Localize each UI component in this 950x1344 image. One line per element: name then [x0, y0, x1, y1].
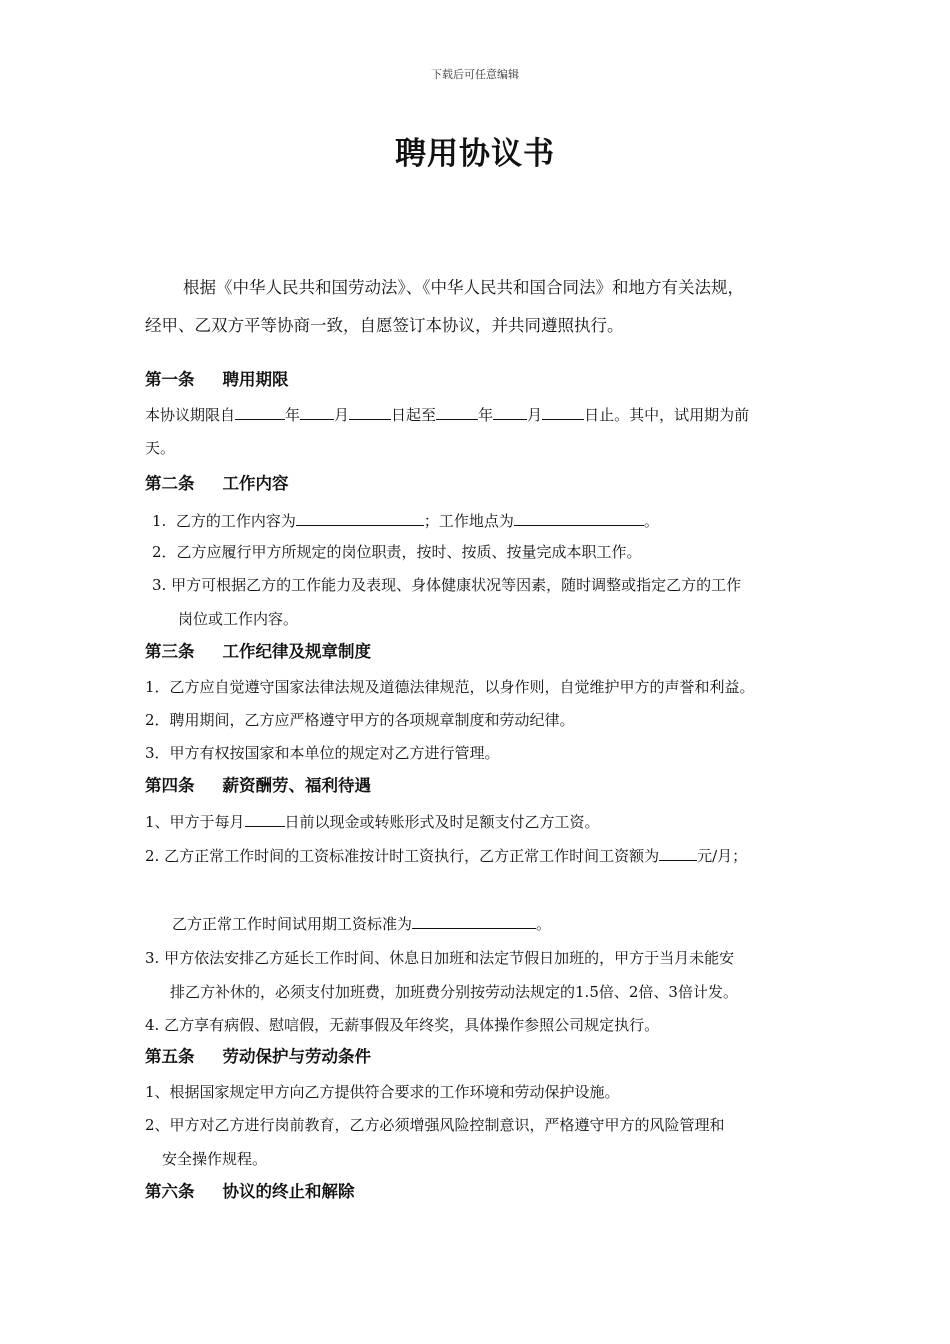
article-2-item-1 — [152, 510, 659, 531]
text-segment: 年 — [478, 406, 494, 424]
text-segment: 1、甲方于每月 — [145, 813, 245, 831]
fill-blank[interactable] — [296, 510, 424, 526]
article-1-paragraph-2: 天。 — [145, 439, 176, 457]
article-1-heading — [145, 369, 289, 391]
article-6-heading — [145, 1181, 355, 1203]
article-title: 工作纪律及规章制度 — [222, 642, 371, 661]
fill-blank[interactable] — [245, 811, 285, 827]
article-number: 第六条 — [145, 1182, 195, 1201]
article-4-heading — [145, 775, 371, 797]
fill-blank[interactable] — [542, 404, 584, 420]
intro-line-2: 经甲、乙双方平等协商一致，自愿签订本协议，并共同遵照执行。 — [145, 316, 624, 335]
fill-blank[interactable] — [436, 404, 478, 420]
article-title: 薪资酬劳、福利待遇 — [222, 776, 371, 795]
article-title: 工作内容 — [222, 474, 289, 493]
article-5-item-2-line-2: 安全操作规程。 — [162, 1150, 268, 1168]
text-segment: 乙方正常工作时间试用期工资标准为 — [172, 915, 413, 933]
intro-line-1: 根据《中华人民共和国劳动法》、《中华人民共和国合同法》和地方有关法规， — [183, 278, 744, 297]
article-3-item-2: 2．聘用期间，乙方应严格遵守甲方的各项规章制度和劳动纪律。 — [145, 711, 575, 729]
text-segment: 本协议期限自 — [145, 406, 236, 424]
text-segment: 日起至 — [391, 406, 437, 424]
article-1-paragraph-1 — [145, 404, 749, 425]
article-4-item-1 — [145, 811, 600, 832]
text-segment: 月 — [527, 406, 543, 424]
text-segment: 2. 乙方正常工作时间的工资标准按计时工资执行，乙方正常工作时间工资额为 — [145, 847, 660, 865]
item-number: 1. — [152, 512, 167, 530]
article-number: 第一条 — [145, 370, 195, 389]
article-3-item-3: 3．甲方有权按国家和本单位的规定对乙方进行管理。 — [145, 744, 500, 762]
text-segment: 。 — [643, 512, 659, 530]
article-2-item-3-line-2: 岗位或工作内容。 — [178, 610, 299, 628]
article-number: 第四条 — [145, 776, 195, 795]
article-5-item-2-line-1: 2、甲方对乙方进行岗前教育，乙方必须增强风险控制意识，严格遵守甲方的风险管理和 — [145, 1116, 725, 1134]
article-4-item-4: 4. 乙方享有病假、慰唁假，无薪事假及年终奖，具体操作参照公司规定执行。 — [145, 1016, 660, 1034]
article-number: 第二条 — [145, 474, 195, 493]
document-title: 聘用协议书 — [395, 136, 555, 172]
article-number: 第三条 — [145, 642, 195, 661]
page-header-note: 下载后可任意编辑 — [431, 68, 519, 81]
article-2-heading — [145, 473, 289, 495]
text-segment: ；工作地点为 — [423, 512, 514, 530]
text-segment: 日前以现金或转账形式及时足额支付乙方工资。 — [284, 813, 600, 831]
article-3-item-1: 1．乙方应自觉遵守国家法律法规及道德法律规范，以身作则，自觉维护甲方的声誉和利益。 — [145, 678, 755, 696]
article-5-item-1: 1、根据国家规定甲方向乙方提供符合要求的工作环境和劳动保护设施。 — [145, 1083, 620, 1101]
fill-blank[interactable] — [300, 404, 334, 420]
article-title: 聘用期限 — [222, 370, 289, 389]
article-5-heading — [145, 1046, 371, 1068]
text-segment: 月 — [334, 406, 350, 424]
article-title: 协议的终止和解除 — [222, 1182, 355, 1201]
article-number: 第五条 — [145, 1047, 195, 1066]
text-segment: 日止。其中，试用期为前 — [584, 406, 750, 424]
text-segment: 乙方的工作内容为 — [175, 512, 296, 530]
article-4-item-2 — [145, 845, 747, 866]
fill-blank[interactable] — [659, 845, 697, 861]
article-4-item-3-line-2: 排乙方补休的，必须支付加班费，加班费分别按劳动法规定的1.5倍、2倍、3倍计发。 — [170, 983, 738, 1001]
article-4-item-2-probation — [172, 913, 551, 934]
article-2-item-3-line-1: 3. 甲方可根据乙方的工作能力及表现、身体健康状况等因素，随时调整或指定乙方的工作 — [152, 576, 742, 594]
fill-blank[interactable] — [514, 510, 644, 526]
article-3-heading — [145, 641, 371, 663]
article-title: 劳动保护与劳动条件 — [222, 1047, 371, 1066]
fill-blank[interactable] — [412, 913, 536, 929]
article-2-item-2: 2．乙方应履行甲方所规定的岗位职责，按时、按质、按量完成本职工作。 — [152, 543, 642, 561]
fill-blank[interactable] — [493, 404, 527, 420]
text-segment: 年 — [285, 406, 301, 424]
fill-blank[interactable] — [235, 404, 285, 420]
text-segment: 。 — [536, 915, 552, 933]
article-4-item-3-line-1: 3. 甲方依法安排乙方延长工作时间、休息日加班和法定节假日加班的，甲方于当月未能安 — [145, 949, 735, 967]
text-segment: 元/月； — [697, 847, 748, 865]
fill-blank[interactable] — [349, 404, 391, 420]
